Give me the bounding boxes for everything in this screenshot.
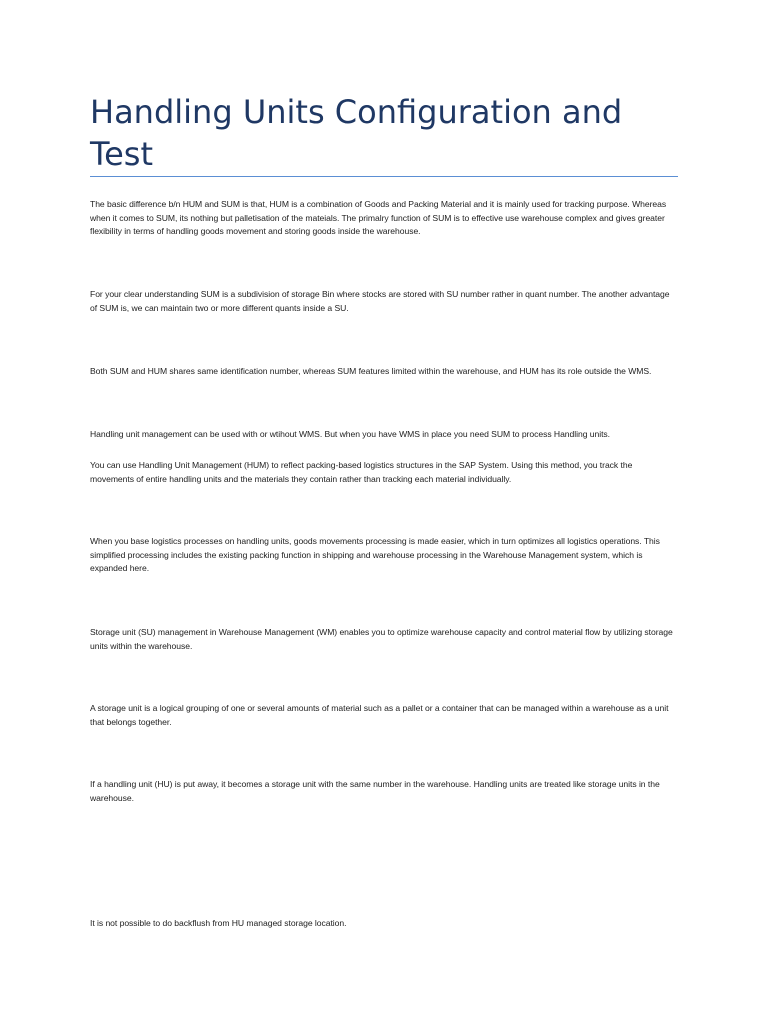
paragraph-hum-with-wms: Handling unit management can be used with or wtihout WMS. But when you have WMS in place you need SUM to process Handling units. <box>90 429 611 439</box>
paragraph-su-management: Storage unit (SU) management in Warehouse Management (WM) enables you to optimize warehouse capacity and control material flow by utilizing storage units within the warehouse. <box>90 627 673 651</box>
paragraph-sum-subdivision: For your clear understanding SUM is a subdivision of storage Bin where stocks are stored with SU number rather in quant number. The another advantage of SUM is, we can maintain two or more different quants inside a SU. <box>90 289 670 313</box>
page-title: Handling Units Configuration and Test <box>90 93 623 173</box>
title-divider <box>90 176 678 177</box>
paragraph-goods-movements: When you base logistics processes on handling units, goods movements processing is made easier, which in turn optimizes all logistics operations. This simplified processing includes the existing packing function in shipping and warehouse processing in the Warehouse Management system, which is expanded here. <box>90 536 660 573</box>
paragraph-shared-identification: Both SUM and HUM shares same identification number, whereas SUM features limited within the warehouse, and HUM has its role outside the WMS. <box>90 366 652 376</box>
paragraph-storage-unit-definition: A storage unit is a logical grouping of one or several amounts of material such as a pallet or a container that can be managed within a warehouse as a unit that belongs together. <box>90 703 669 727</box>
paragraph-hum-sum-difference: The basic difference b/n HUM and SUM is that, HUM is a combination of Goods and Packing Material and it is mainly used for tracking purpose. Whereas when it comes to SUM, its nothing but palletisation of the mateials. The primalry function of SUM is to effective use warehouse complex and gives greater flexibility in terms of handling goods movement and storing goods inside the warehouse. <box>90 199 667 236</box>
paragraph-hu-put-away: If a handling unit (HU) is put away, it becomes a storage unit with the same number in the warehouse. Handling units are treated like storage units in the warehouse. <box>90 779 660 803</box>
paragraph-hum-logistics: You can use Handling Unit Management (HUM) to reflect packing-based logistics structures in the SAP System. Using this method, you track the movements of entire handling units and the materials they contain rather than tracking each material individually. <box>90 460 633 484</box>
paragraph-backflush: It is not possible to do backflush from HU managed storage location. <box>90 918 347 928</box>
